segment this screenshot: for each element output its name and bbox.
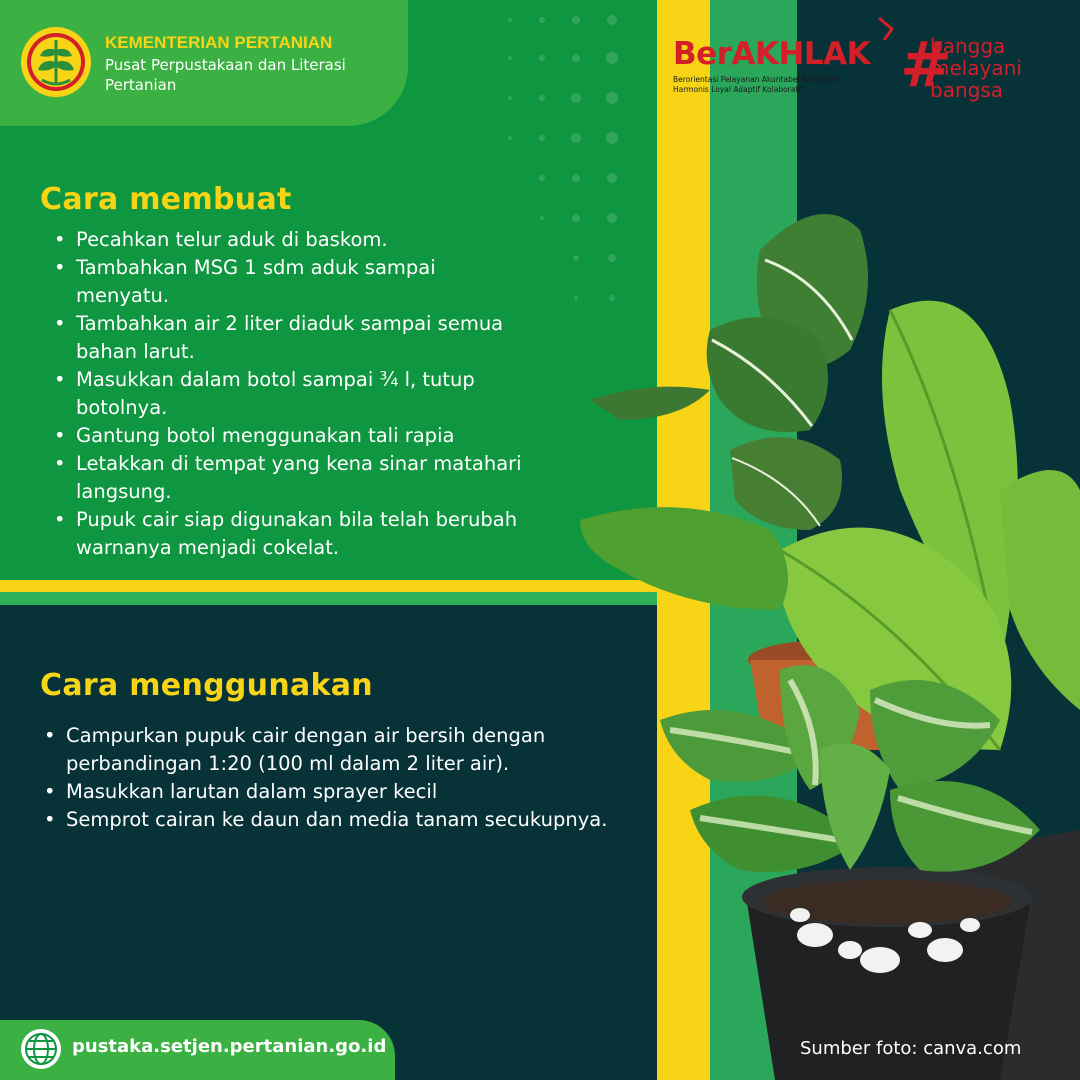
berakhlak-tagline xyxy=(673,75,893,95)
berakhlak-line-1: Berorientasi Pelayanan Akuntabel Kompeten xyxy=(673,75,841,84)
hashtag-symbol: # xyxy=(900,28,952,101)
section-title-cara-menggunakan: Cara menggunakan xyxy=(40,668,373,703)
potted-plants-image xyxy=(560,190,1080,1080)
cara-membuat-list xyxy=(54,226,524,562)
photo-credit: Sumber foto: canva.com xyxy=(800,1038,1022,1059)
bangga-melayani-bangsa xyxy=(930,35,1022,101)
list-item: • Pecahkan telur aduk di baskom. xyxy=(54,226,524,254)
pustaka-globe-icon xyxy=(20,1028,62,1070)
list-item: • Pupuk cair siap digunakan bila telah berubah warnanya menjadi cokelat. xyxy=(54,506,524,562)
hashtag-word: bangsa xyxy=(930,78,1003,102)
website-link[interactable]: pustaka.setjen.pertanian.go.id xyxy=(72,1036,387,1057)
kementan-emblem-icon xyxy=(20,26,92,98)
org-name: KEMENTERIAN PERTANIAN xyxy=(105,33,333,52)
section-title-cara-membuat: Cara membuat xyxy=(40,182,292,217)
cara-menggunakan-list xyxy=(44,722,644,834)
chevron-right-icon xyxy=(876,16,896,42)
berakhlak-line-2: Harmonis Loyal Adaptif Kolaboratif xyxy=(673,85,804,94)
list-item: • Tambahkan air 2 liter diaduk sampai semua bahan larut. xyxy=(54,310,524,366)
list-item: • Semprot cairan ke daun dan media tanam secukupnya. xyxy=(44,806,644,834)
berakhlak-logo-text: BerAKHLAK xyxy=(673,36,871,72)
list-item: • Gantung botol menggunakan tali rapia xyxy=(54,422,524,450)
list-item: • Tambahkan MSG 1 sdm aduk sampai menyatu. xyxy=(54,254,524,310)
hashtag-word: bangga xyxy=(930,34,1006,58)
org-subtitle: Pusat Perpustakaan dan Literasi Pertanian xyxy=(105,56,346,94)
list-item: • Campurkan pupuk cair dengan air bersih dengan perbandingan 1:20 (100 ml dalam 2 liter air). xyxy=(44,722,644,778)
list-item: • Masukkan larutan dalam sprayer kecil xyxy=(44,778,644,806)
hashtag-word: melayani xyxy=(930,56,1022,80)
list-item: • Letakkan di tempat yang kena sinar matahari langsung. xyxy=(54,450,524,506)
list-item: • Masukkan dalam botol sampai ¾ l, tutup botolnya. xyxy=(54,366,524,422)
